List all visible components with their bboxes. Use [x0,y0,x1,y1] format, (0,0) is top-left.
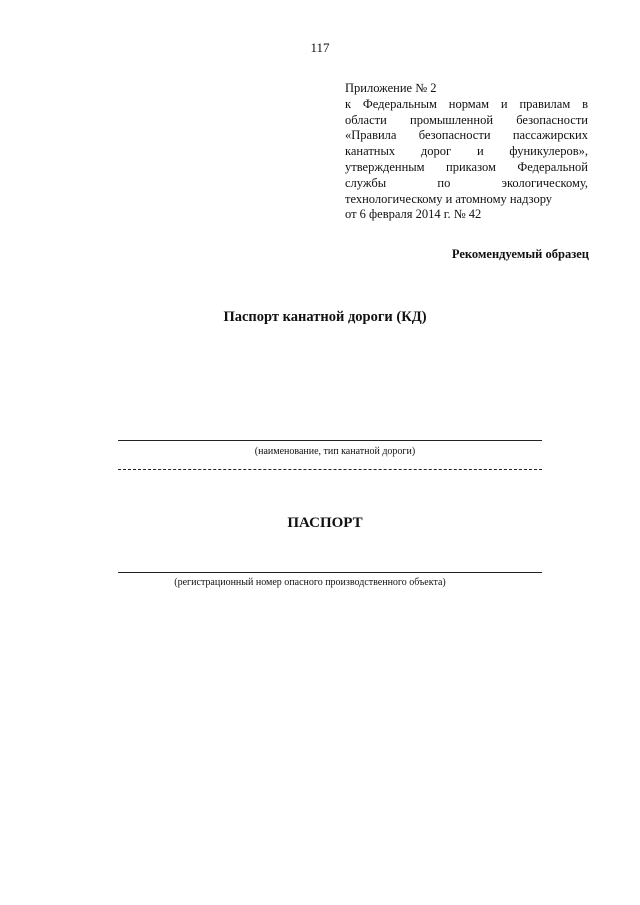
word: приказом [446,159,496,174]
word: правилам [519,96,571,111]
appendix-line-8: от 6 февраля 2014 г. № 42 [345,207,482,222]
word: дорог [420,144,452,159]
appendix-title: Приложение № 2 [345,81,437,95]
word: пассажирских [512,128,588,143]
appendix-line-2 [345,113,588,129]
word: промышленной [410,112,494,127]
recommended-sample-label: Рекомендуемый образец [451,247,589,261]
document-title: Паспорт канатной дороги (КД) [223,309,427,325]
word: фуникулеров», [509,144,588,159]
word: нормам [448,96,490,111]
appendix-line-6 [345,176,588,192]
word: по [437,175,451,190]
registration-number-caption: (регистрационный номер опасного производственного объекта) [174,577,446,588]
appendix-line-4 [345,144,588,160]
word: «Правила [345,128,397,143]
word: безопасности [516,112,588,127]
appendix-line-3 [345,128,588,144]
name-field-line [118,440,542,441]
word: безопасности [418,128,491,143]
word: канатных [345,144,396,159]
appendix-block [345,81,588,223]
passport-heading: ПАСПОРТ [287,515,363,531]
word: к [345,96,352,111]
word: утвержденным [345,159,425,174]
word: и [500,96,508,111]
word: и [476,144,484,159]
word: Федеральным [362,96,437,111]
word: в [582,96,588,111]
appendix-line-7: технологическому и атомному надзору [345,191,553,206]
name-field-caption: (наименование, тип канатной дороги) [254,446,416,457]
word: экологическому, [501,175,588,190]
word: области [345,112,387,127]
page-number: 117 [310,40,330,55]
word: службы [345,175,387,190]
appendix-line-5 [345,160,588,176]
word: Федеральной [517,159,588,174]
name-field-continuation-line [118,469,542,470]
appendix-line-1 [345,97,588,113]
registration-number-line [118,572,542,573]
